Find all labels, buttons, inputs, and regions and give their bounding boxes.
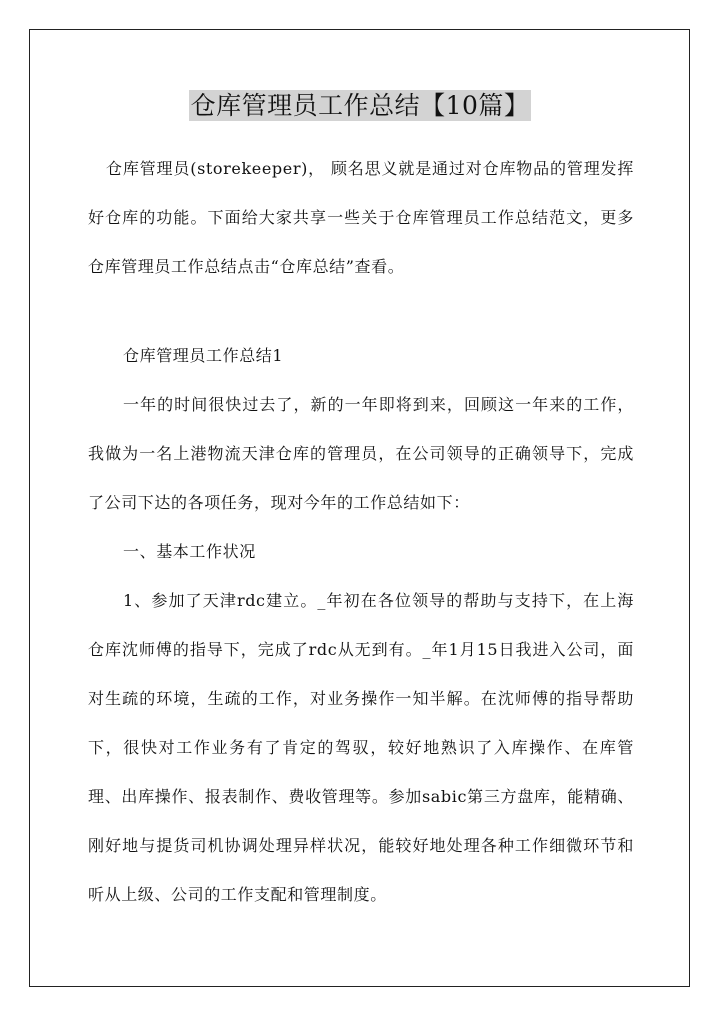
paragraph-1: 一年的时间很快过去了，新的一年即将到来，回顾这一年来的工作，我做为一名上港物流天津仓库的管理员，在公司领导的正确领导下，完成了公司下达的各项任务，现对今年的工作总结如下： [88, 395, 634, 512]
section-heading: 仓库管理员工作总结1 [123, 346, 284, 365]
paragraph-2: 1、参加了天津rdc建立。_年初在各位领导的帮助与支持下，在上海仓库沈师傅的指导下，完成了rdc从无到有。_年1月15日我进入公司，面对生疏的环境，生疏的工作，对业务操作一知半解。在沈师傅的指导帮助下，很快对工作业务有了肯定的驾驭，较好地熟识了入库操作、在库管理、出库操作、报表制作、费收管理等。参加sabic第三方盘库，能精确、刚好地与提货司机协调处理异样状况，能较好地处理各种工作细微环节和听从上级、公司的工作支配和管理制度。 [88, 591, 634, 904]
subheading-1: 一、基本工作状况 [123, 542, 256, 561]
document-title [0, 88, 720, 124]
document-title-text: 仓库管理员工作总结【10篇】 [190, 91, 530, 120]
intro-block [88, 144, 634, 291]
section-block [88, 331, 634, 919]
intro-paragraph: 仓库管理员(storekeeper)， 顾名思义就是通过对仓库物品的管理发挥好仓库的功能。下面给大家共享一些关于仓库管理员工作总结范文，更多仓库管理员工作总结点击“仓库总结”查看。 [88, 159, 634, 276]
